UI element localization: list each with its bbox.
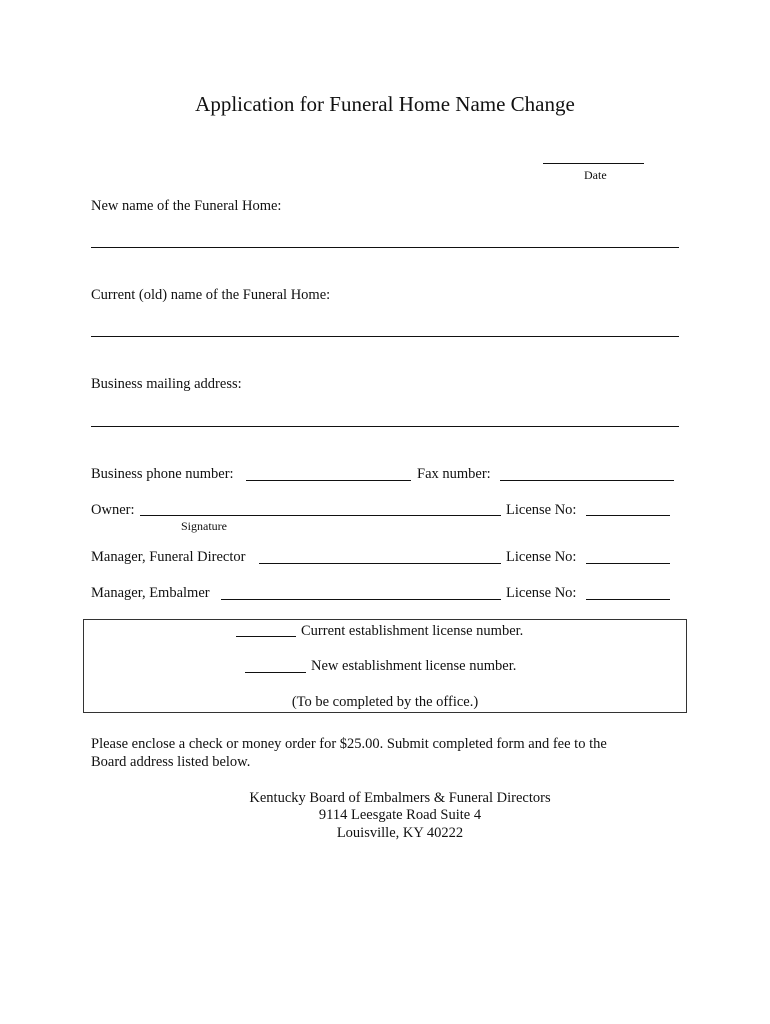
date-line[interactable]: [543, 163, 644, 164]
owner-license-label: License No:: [506, 502, 577, 518]
owner-license-line[interactable]: [586, 515, 670, 516]
mailing-address-label: Business mailing address:: [91, 376, 242, 392]
instructions-line-1: Please enclose a check or money order for $25.00. Submit completed form and fee to the: [91, 736, 607, 752]
owner-signature-line[interactable]: [140, 515, 501, 516]
phone-label: Business phone number:: [91, 466, 234, 482]
fax-line[interactable]: [500, 480, 674, 481]
board-city: Louisville, KY 40222: [336, 825, 464, 841]
manager-emb-label: Manager, Embalmer: [91, 585, 210, 601]
date-label: Date: [584, 168, 607, 182]
manager-fd-line[interactable]: [259, 563, 501, 564]
manager-fd-license-label: License No:: [506, 549, 577, 565]
current-license-label: Current establishment license number.: [301, 623, 524, 639]
new-name-line[interactable]: [91, 247, 679, 248]
new-license-label: New establishment license number.: [311, 658, 517, 674]
mailing-address-line[interactable]: [91, 426, 679, 427]
signature-label: Signature: [181, 519, 227, 533]
manager-emb-line[interactable]: [221, 599, 501, 600]
instructions-line-2: Board address listed below.: [91, 754, 251, 770]
fax-label: Fax number:: [417, 466, 491, 482]
manager-emb-license-line[interactable]: [586, 599, 670, 600]
manager-fd-license-line[interactable]: [586, 563, 670, 564]
owner-label: Owner:: [91, 502, 135, 518]
office-note: (To be completed by the office.): [291, 694, 479, 710]
manager-fd-label: Manager, Funeral Director: [91, 549, 246, 565]
old-name-line[interactable]: [91, 336, 679, 337]
new-license-line[interactable]: [245, 672, 306, 673]
new-name-label: New name of the Funeral Home:: [91, 198, 282, 214]
current-license-line[interactable]: [236, 636, 296, 637]
phone-line[interactable]: [246, 480, 411, 481]
old-name-label: Current (old) name of the Funeral Home:: [91, 287, 331, 303]
manager-emb-license-label: License No:: [506, 585, 577, 601]
page-title: Application for Funeral Home Name Change: [195, 92, 575, 116]
board-street: 9114 Leesgate Road Suite 4: [318, 807, 482, 823]
board-name: Kentucky Board of Embalmers & Funeral Directors: [249, 790, 551, 806]
